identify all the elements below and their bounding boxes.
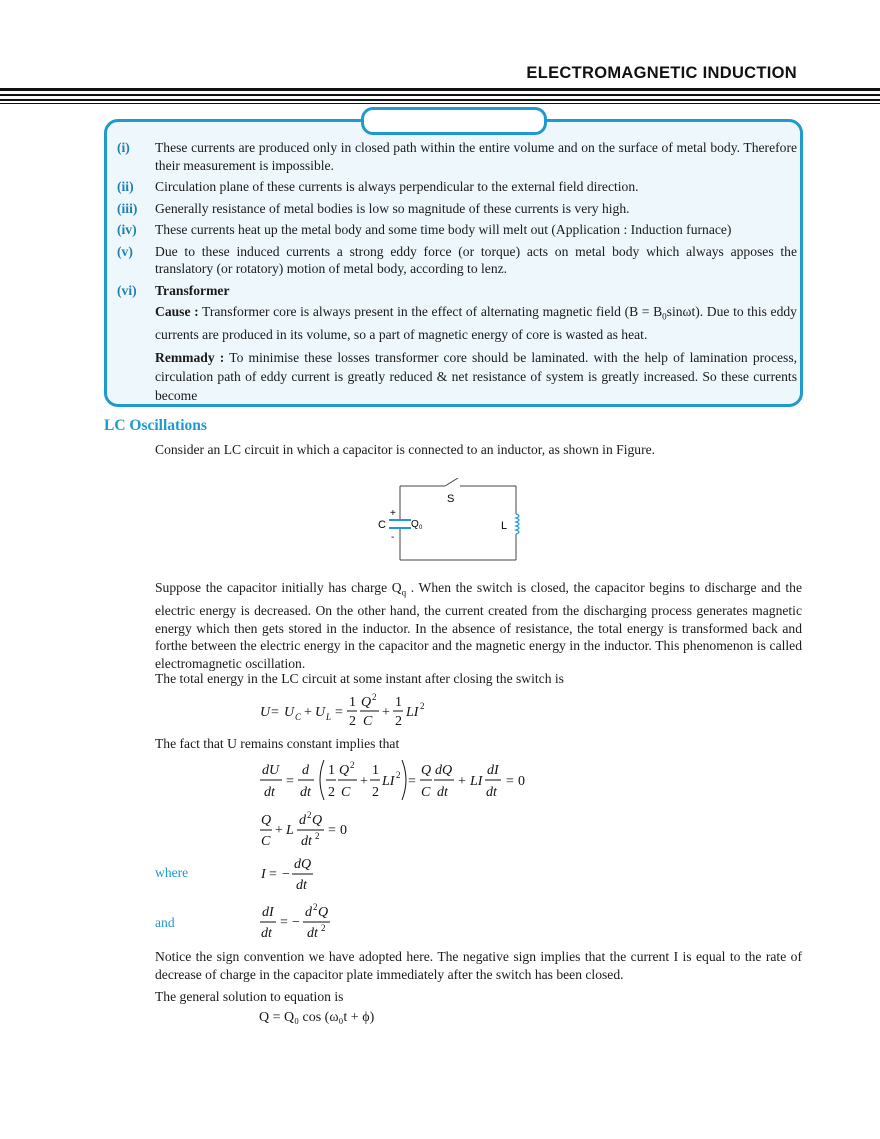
svg-text:+: + (360, 774, 368, 789)
svg-text:2: 2 (372, 692, 377, 702)
para1-text-a: Suppose the capacitor initially has charge Q (155, 580, 402, 595)
svg-text:2: 2 (372, 785, 379, 800)
svg-text:dt: dt (261, 926, 272, 941)
svg-text:dU: dU (262, 763, 280, 778)
svg-text:dQ: dQ (435, 763, 453, 778)
svg-text:1: 1 (349, 695, 356, 710)
svg-text:dt: dt (486, 785, 497, 800)
svg-text:=: = (506, 774, 514, 789)
paragraph-3: The fact that U remains constant implies that (155, 736, 400, 751)
svg-text:=: = (335, 705, 343, 720)
svg-text:Q: Q (261, 813, 272, 828)
svg-text:0: 0 (340, 823, 347, 838)
svg-text:LI: LI (406, 705, 419, 720)
svg-text:=: = (280, 915, 288, 930)
svg-text:C: C (363, 714, 373, 729)
header-rule-4 (0, 103, 880, 104)
cause-text-2: sinωt). Due to this eddy currents are produced in its volume, so a part of magnetic energy of core is wasted as heat. (155, 304, 797, 343)
list-item (117, 178, 797, 196)
capacitor-label: C (378, 519, 386, 531)
svg-text:LI: LI (382, 774, 395, 789)
where-label: where (155, 865, 189, 880)
and-label: and (155, 915, 175, 930)
svg-text:2: 2 (328, 785, 335, 800)
current-derivative-equation (258, 900, 348, 942)
svg-text:U: U (260, 705, 271, 720)
charge-label: Q (411, 519, 419, 530)
svg-text:2: 2 (313, 902, 318, 912)
header-rule-1 (0, 88, 880, 91)
svg-text:2: 2 (420, 701, 425, 711)
transformer-heading: Transformer (155, 282, 230, 298)
item-number: (v) (117, 243, 133, 259)
list-item (117, 221, 797, 239)
current-definition-equation (258, 852, 338, 894)
paragraph-5: The general solution to equation is (155, 989, 344, 1004)
svg-text:0: 0 (518, 774, 525, 789)
svg-text:+: + (275, 823, 283, 838)
svg-text:2: 2 (349, 714, 356, 729)
svg-text:dI: dI (487, 763, 499, 778)
list-item (117, 243, 797, 278)
section-title: LC Oscillations (104, 417, 207, 434)
svg-text:Q: Q (361, 695, 372, 710)
intro-paragraph: Consider an LC circuit in which a capacitor is connected to an inductor, as shown in Figure. (155, 442, 656, 457)
header-rule-3 (0, 99, 880, 101)
svg-text:I: I (261, 867, 266, 882)
svg-text:dt: dt (307, 926, 318, 941)
paragraph-1 (155, 579, 802, 672)
svg-text:dt: dt (437, 785, 448, 800)
svg-text:dt: dt (264, 785, 275, 800)
svg-text:1: 1 (372, 763, 379, 778)
svg-text:Q: Q (421, 763, 432, 778)
item-number: (ii) (117, 179, 134, 194)
svg-text:2: 2 (350, 760, 355, 770)
svg-text:U: U (315, 705, 326, 720)
cause-text-1: Transformer core is always present in the effect of alternating magnetic field (B = B (202, 304, 663, 319)
svg-text:1: 1 (328, 763, 335, 778)
svg-text:d: d (305, 905, 312, 920)
page-header-title: ELECTROMAGNETIC INDUCTION (526, 64, 797, 82)
svg-text:Q: Q (312, 813, 323, 828)
cause-subscript: 0 (662, 311, 667, 322)
svg-text:2: 2 (396, 770, 401, 780)
cause-label: Cause : (155, 304, 199, 319)
svg-text:+: + (382, 705, 390, 720)
para1-subscript: q (401, 587, 407, 598)
item-text: Generally resistance of metal bodies is low so magnitude of these currents is very high. (155, 200, 630, 216)
item-number: (i) (117, 140, 130, 155)
derivative-equation (258, 756, 558, 804)
cause-paragraph (155, 303, 797, 344)
svg-text:dt: dt (296, 878, 307, 893)
list-item (117, 282, 797, 300)
item-text: Circulation plane of these currents is always perpendicular to the external field direction. (155, 179, 639, 194)
remedy-label: Remmady : (155, 349, 225, 365)
list-item (117, 200, 797, 218)
box-title-tab (361, 107, 547, 135)
energy-equation (258, 690, 458, 734)
svg-text:C: C (421, 785, 431, 800)
svg-text:−: − (292, 915, 300, 930)
general-solution-equation: Q = Q₀ cos (ω₀t + ϕ) (259, 1010, 375, 1025)
svg-text:2: 2 (315, 831, 320, 841)
svg-text:C: C (261, 834, 271, 849)
switch-label: S (447, 493, 455, 505)
paragraph-2: The total energy in the LC circuit at some instant after closing the switch is (155, 671, 564, 686)
item-number: (iii) (117, 200, 138, 216)
svg-text:dI: dI (262, 905, 274, 920)
item-number: (iv) (117, 222, 137, 237)
svg-text:2: 2 (321, 923, 326, 933)
svg-text:d: d (299, 813, 306, 828)
charge-subscript: 0 (419, 525, 423, 531)
svg-text:+: + (304, 705, 312, 720)
svg-text:U: U (284, 705, 295, 720)
svg-text:C: C (341, 785, 351, 800)
paragraph-4: Notice the sign convention we have adopted here. The negative sign implies that the current I is equal to the rate of decrease of charge in the capacitor plate immediately after the switch has been closed. (155, 949, 802, 982)
para1-text-b: . When the switch is closed, the capacitor begins to discharge and the electric energy is decreased. On the other hand, the current created from the discharging process generates magnetic energy which then gets stored in the inductor. In the absence of resistance, the total energy is transformed back and forthe between the electric energy in the capacitor and the magnetic energy in the inductor. This phenomenon is called electromagnetic oscillation. (155, 580, 802, 671)
svg-text:+: + (458, 774, 466, 789)
item-text: Due to these induced currents a strong eddy force (or torque) acts on metal body which always apposes the translatory (or rotatory) motion of metal body, according to lenz. (155, 243, 797, 276)
item-text: These currents heat up the metal body and some time body will melt out (Application : Induction furnace) (155, 222, 732, 237)
svg-text:=: = (408, 774, 416, 789)
inductor-coil (516, 514, 519, 534)
svg-text:2: 2 (307, 810, 312, 820)
svg-text:dt: dt (300, 785, 311, 800)
inductor-label: L (501, 520, 508, 532)
svg-text:C: C (295, 712, 302, 722)
lc-differential-equation (258, 808, 378, 850)
svg-text:dQ: dQ (294, 857, 312, 872)
svg-text:dt: dt (301, 834, 312, 849)
remedy-text: To minimise these losses transformer core should be laminated. with the help of lamination process, circulation path of eddy current is greatly reduced & net resistance of system is greatly increased. So these currents become (155, 349, 798, 403)
svg-text:=: = (328, 823, 336, 838)
svg-text:=: = (271, 705, 279, 720)
svg-text:=: = (269, 867, 277, 882)
eddy-current-list (117, 139, 797, 409)
remedy-paragraph (155, 348, 797, 405)
svg-text:Q: Q (318, 905, 329, 920)
svg-text:L: L (326, 712, 332, 722)
svg-text:Q: Q (339, 763, 350, 778)
list-item (117, 139, 797, 174)
item-number: (vi) (117, 282, 137, 298)
header-rule-2 (0, 94, 880, 96)
plus-sign: + (390, 508, 396, 519)
minus-sign: - (391, 532, 395, 543)
svg-text:=: = (286, 774, 294, 789)
lc-circuit-diagram (370, 478, 530, 568)
svg-text:2: 2 (395, 714, 402, 729)
item-text: These currents are produced only in closed path within the entire volume and on the surface of metal body. Therefore their measurement is impossible. (155, 140, 797, 173)
svg-text:d: d (302, 763, 309, 778)
svg-text:L: L (286, 823, 294, 838)
svg-text:1: 1 (395, 695, 402, 710)
svg-text:−: − (282, 867, 290, 882)
svg-text:LI: LI (470, 774, 483, 789)
switch-blade (445, 478, 458, 486)
